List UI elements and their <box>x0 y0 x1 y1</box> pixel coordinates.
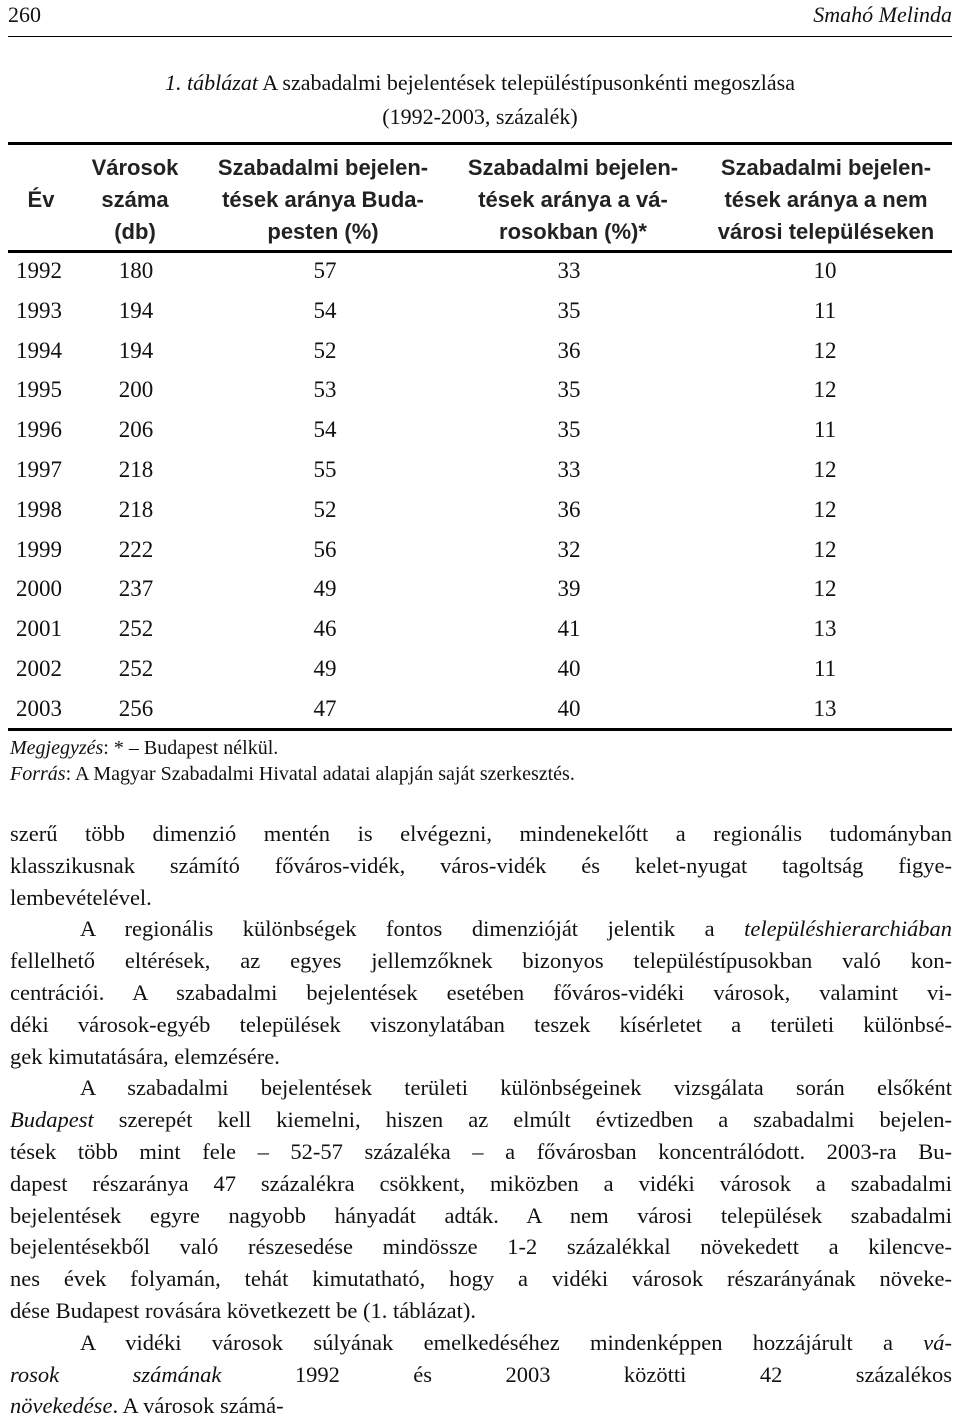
emphasis-text: növekedése <box>10 1393 113 1419</box>
paragraph-4 <box>10 1327 952 1422</box>
non-urban-share-cell: 13 <box>813 695 837 721</box>
budapest-share-cell: 49 <box>313 576 337 602</box>
towns-share-cell: 36 <box>557 337 581 363</box>
cities-count-cell: 206 <box>118 417 154 443</box>
paragraph-1 <box>10 818 952 913</box>
emphasis-text: Budapest <box>10 1107 94 1133</box>
budapest-share-cell: 54 <box>313 297 337 323</box>
table-row <box>0 650 960 690</box>
cities-count-cell: 222 <box>118 536 154 562</box>
towns-share-cell: 33 <box>557 258 581 283</box>
column-header-towns: Szabadalmi bejelen- tések aránya a vá- rosokban (%)* <box>467 155 679 244</box>
cities-count-cell: 256 <box>118 695 154 721</box>
towns-share-cell: 36 <box>557 496 581 522</box>
table-row <box>0 690 960 730</box>
column-header-year: Év <box>27 187 55 212</box>
table-caption <box>0 66 960 100</box>
emphasis-text: rosok számának <box>10 1361 222 1387</box>
table-row <box>0 411 960 451</box>
text-line <box>10 1104 952 1136</box>
table-row <box>0 292 960 332</box>
note-text: : * – Budapest nélkül. <box>103 737 279 759</box>
budapest-share-cell: 47 <box>313 695 337 721</box>
line-segment: déki városok-egyéb települések viszonylatában teszek kísérletet a területi különbsé- <box>10 1011 952 1037</box>
year-cell: 2002 <box>16 656 62 681</box>
text-line <box>10 977 952 1009</box>
towns-share-cell: 40 <box>557 656 581 681</box>
table-caption-period: (1992-2003, százalék) <box>382 104 578 129</box>
text-line <box>10 1200 952 1232</box>
text-line <box>10 913 952 945</box>
non-urban-share-cell: 13 <box>813 616 837 642</box>
year-cell: 2000 <box>16 576 62 602</box>
cities-count-cell: 252 <box>118 616 154 642</box>
non-urban-share-cell: 11 <box>813 417 837 443</box>
column-header-non-urban: Szabadalmi bejelen- tések aránya a nem városi településeken <box>717 155 935 244</box>
text-line <box>10 945 952 977</box>
towns-share-cell: 35 <box>557 417 581 443</box>
cities-count-cell: 252 <box>118 656 154 681</box>
budapest-share-cell: 52 <box>313 496 337 522</box>
line-segment: centrációi. A szabadalmi bejelentések esetében főváros-vidéki városok, valamint vi- <box>10 979 952 1005</box>
cities-count-cell: 218 <box>118 457 154 482</box>
line-segment: dapest részaránya 47 százalékra csökkent, miközben a vidéki városok a szabadalmi <box>10 1170 952 1196</box>
text-line <box>10 1390 952 1422</box>
line-segment: 1992 és 2003 közötti 42 százalékos <box>221 1361 952 1387</box>
line-segment: tések több mint fele – 52-57 százaléka – a fővárosban koncentrálódott. 2003-ra Bu- <box>10 1138 952 1164</box>
non-urban-share-cell: 12 <box>813 496 837 522</box>
table-source <box>10 762 575 786</box>
non-urban-share-cell: 11 <box>813 656 837 681</box>
line-segment: A vidéki városok súlyának emelkedéséhez mindenképpen hozzájárult a <box>80 1329 924 1355</box>
towns-share-cell: 35 <box>557 297 581 323</box>
text-line: lembevételével. <box>10 884 152 910</box>
line-segment: szerepét kell kiemelni, hiszen az elmúlt évtizedben a szabadalmi bejelen- <box>93 1107 952 1133</box>
non-urban-share-cell: 12 <box>813 576 837 602</box>
emphasis-text: vá- <box>923 1329 952 1355</box>
text-line <box>10 1263 952 1295</box>
line-segment: gek kimutatására, elemzésére. <box>10 1043 280 1069</box>
text-line <box>10 1327 952 1359</box>
year-cell: 2003 <box>16 695 62 721</box>
table-row <box>0 570 960 610</box>
table-row <box>0 371 960 411</box>
cities-count-cell: 218 <box>118 496 154 522</box>
cities-count-cell: 200 <box>118 377 154 403</box>
non-urban-share-cell: 12 <box>813 377 837 403</box>
note-label: Megjegyzés <box>10 737 104 759</box>
page-number: 260 <box>8 2 41 27</box>
table-row <box>0 491 960 531</box>
line-segment: bejelentések egyre nagyobb hányadát adták. A nem városi települések szabadalmi <box>10 1202 952 1228</box>
text-line <box>10 1072 952 1104</box>
source-text: : A Magyar Szabadalmi Hivatal adatai alapján saját szerkesztés. <box>65 763 575 785</box>
text-line <box>10 1041 952 1073</box>
year-cell: 1993 <box>16 297 62 323</box>
non-urban-share-cell: 10 <box>813 258 837 283</box>
text-line: klasszikusnak számító főváros-vidék, város-vidék és kelet-nyugat tagoltság figye- <box>10 852 952 878</box>
year-cell: 1998 <box>16 496 62 522</box>
table-label: 1. táblázat <box>165 70 258 95</box>
table-row <box>0 252 960 292</box>
table-row <box>0 610 960 650</box>
table-row <box>0 531 960 571</box>
line-segment: bejelentésekből való részesedése mindössze 1-2 százalékkal növekedett a kilencve- <box>10 1234 952 1260</box>
column-header-cities: Városok száma (db) <box>91 155 179 244</box>
text-line <box>10 1231 952 1263</box>
line-segment: fellelhető eltérések, az egyes jellemzőknek bizonyos településtípusokban való kon- <box>10 948 952 974</box>
running-author: Smahó Melinda <box>813 2 952 27</box>
line-segment: dése Budapest rovására következett be (1. táblázat). <box>10 1297 477 1323</box>
budapest-share-cell: 46 <box>313 616 337 642</box>
towns-share-cell: 35 <box>557 377 581 403</box>
non-urban-share-cell: 12 <box>813 337 837 363</box>
budapest-share-cell: 54 <box>313 417 337 443</box>
year-cell: 1994 <box>16 337 62 363</box>
line-segment: A regionális különbségek fontos dimenzióját jelentik a <box>80 916 745 942</box>
table-row <box>0 451 960 491</box>
year-cell: 1999 <box>16 536 62 562</box>
budapest-share-cell: 55 <box>313 457 337 482</box>
running-header <box>8 0 952 37</box>
budapest-share-cell: 56 <box>313 536 337 562</box>
budapest-share-cell: 57 <box>313 258 337 283</box>
year-cell: 1997 <box>16 457 62 482</box>
towns-share-cell: 40 <box>557 695 581 721</box>
text-line <box>10 1168 952 1200</box>
text-line <box>10 1295 952 1327</box>
towns-share-cell: 41 <box>557 616 581 642</box>
column-header-budapest: Szabadalmi bejelen- tések aránya Buda- pesten (%) <box>217 155 429 244</box>
table-row <box>0 332 960 372</box>
text-line <box>10 1359 952 1391</box>
non-urban-share-cell: 11 <box>813 297 837 323</box>
table-bottom-rule <box>8 728 952 731</box>
text-line <box>10 1009 952 1041</box>
paragraph-3 <box>10 1072 952 1326</box>
year-cell: 1996 <box>16 417 62 443</box>
non-urban-share-cell: 12 <box>813 536 837 562</box>
towns-share-cell: 39 <box>557 576 581 602</box>
budapest-share-cell: 52 <box>313 337 337 363</box>
table-note <box>10 736 278 760</box>
year-cell: 1992 <box>16 258 62 283</box>
towns-share-cell: 32 <box>557 536 581 562</box>
cities-count-cell: 194 <box>118 297 154 323</box>
budapest-share-cell: 53 <box>313 377 337 403</box>
cities-count-cell: 180 <box>118 258 154 283</box>
source-label: Forrás <box>10 763 66 785</box>
body-text <box>10 818 952 1422</box>
year-cell: 2001 <box>16 616 62 642</box>
line-segment: A szabadalmi bejelentések területi különbségeinek vizsgálata során elsőként <box>80 1075 952 1101</box>
table-top-rule <box>8 142 952 145</box>
cities-count-cell: 237 <box>118 576 154 602</box>
text-line: szerű több dimenzió mentén is elvégezni, mindenekelőtt a regionális tudományban <box>10 821 952 846</box>
paragraph-2 <box>10 913 952 1072</box>
line-segment: nes évek folyamán, tehát kimutatható, hogy a vidéki városok részarányának növeke- <box>10 1266 952 1292</box>
emphasis-text: településhierarchiában <box>744 916 952 942</box>
text-line <box>10 1136 952 1168</box>
non-urban-share-cell: 12 <box>813 457 837 482</box>
line-segment: . A városok számá- <box>112 1393 284 1419</box>
cities-count-cell: 194 <box>118 337 154 363</box>
year-cell: 1995 <box>16 377 62 403</box>
table-title: A szabadalmi bejelentések településtípusonkénti megoszlása <box>262 70 795 95</box>
towns-share-cell: 33 <box>557 457 581 482</box>
budapest-share-cell: 49 <box>313 656 337 681</box>
